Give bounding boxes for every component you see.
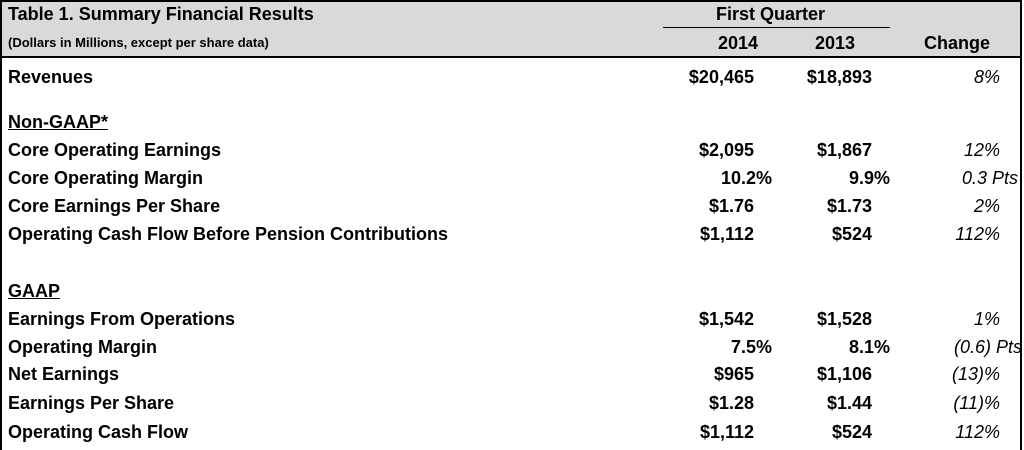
value-change: 112% (955, 224, 1000, 244)
value-change: 2% (973, 196, 1000, 216)
value-change: 8% (973, 67, 1000, 87)
table-row (0, 168, 1024, 194)
period-heading: First Quarter (716, 4, 826, 24)
value-2013: $524 (831, 422, 872, 442)
value-change: (0.6) Pts (953, 337, 1022, 357)
value-change: 0.3 Pts (961, 168, 1018, 188)
table-row (0, 224, 1024, 250)
table-title: Table 1. Summary Financial Results (8, 4, 314, 24)
value-2013: $18,893 (806, 67, 872, 87)
value-change: (13)% (951, 364, 1000, 384)
row-label: Core Operating Earnings (8, 140, 222, 160)
value-change: 1% (973, 309, 1000, 329)
table-row (0, 422, 1024, 448)
value-2014: $1,112 (699, 224, 754, 244)
first-quarter-underline (663, 27, 890, 28)
table-row-revenues (0, 67, 1024, 93)
value-2014: $965 (713, 364, 754, 384)
row-label: Operating Margin (8, 337, 158, 357)
value-2013: 9.9% (848, 168, 890, 188)
section-heading-gaap: GAAP (8, 281, 61, 301)
table-row (0, 140, 1024, 166)
value-2014: $2,095 (698, 140, 754, 160)
value-2013: $1,867 (816, 140, 872, 160)
table-row (0, 364, 1024, 390)
row-label: Operating Cash Flow Before Pension Contributions (8, 224, 449, 244)
year-2013-heading: 2013 (815, 33, 856, 53)
change-heading: Change (924, 33, 991, 53)
table-row (0, 393, 1024, 419)
value-2013: 8.1% (848, 337, 890, 357)
value-2013: $524 (831, 224, 872, 244)
value-2014: $20,465 (688, 67, 754, 87)
value-2014: $1.28 (708, 393, 754, 413)
value-2013: $1.44 (826, 393, 872, 413)
value-2014: $1.76 (708, 196, 754, 216)
section-heading-non-gaap: Non-GAAP* (8, 112, 108, 132)
header-divider (0, 56, 1022, 58)
row-label: Net Earnings (8, 364, 120, 384)
value-2013: $1.73 (826, 196, 872, 216)
value-2014: $1,542 (698, 309, 754, 329)
row-label: Operating Cash Flow (8, 422, 189, 442)
table-subtitle: (Dollars in Millions, except per share data) (8, 35, 269, 50)
row-label: Core Earnings Per Share (8, 196, 221, 216)
row-label: Core Operating Margin (8, 168, 204, 188)
table-row (0, 196, 1024, 222)
year-2014-heading: 2014 (718, 33, 759, 53)
value-change: (11)% (953, 393, 1000, 413)
table-row (0, 309, 1024, 335)
row-label: Earnings Per Share (8, 393, 175, 413)
row-label: Earnings From Operations (8, 309, 236, 329)
table-row (0, 337, 1024, 363)
value-change: 12% (963, 140, 1000, 160)
value-2014: 7.5% (730, 337, 772, 357)
value-2014: 10.2% (720, 168, 772, 188)
row-label: Revenues (8, 67, 94, 87)
value-2013: $1,528 (816, 309, 872, 329)
value-2014: $1,112 (699, 422, 754, 442)
value-2013: $1,106 (816, 364, 872, 384)
value-change: 112% (955, 422, 1000, 442)
